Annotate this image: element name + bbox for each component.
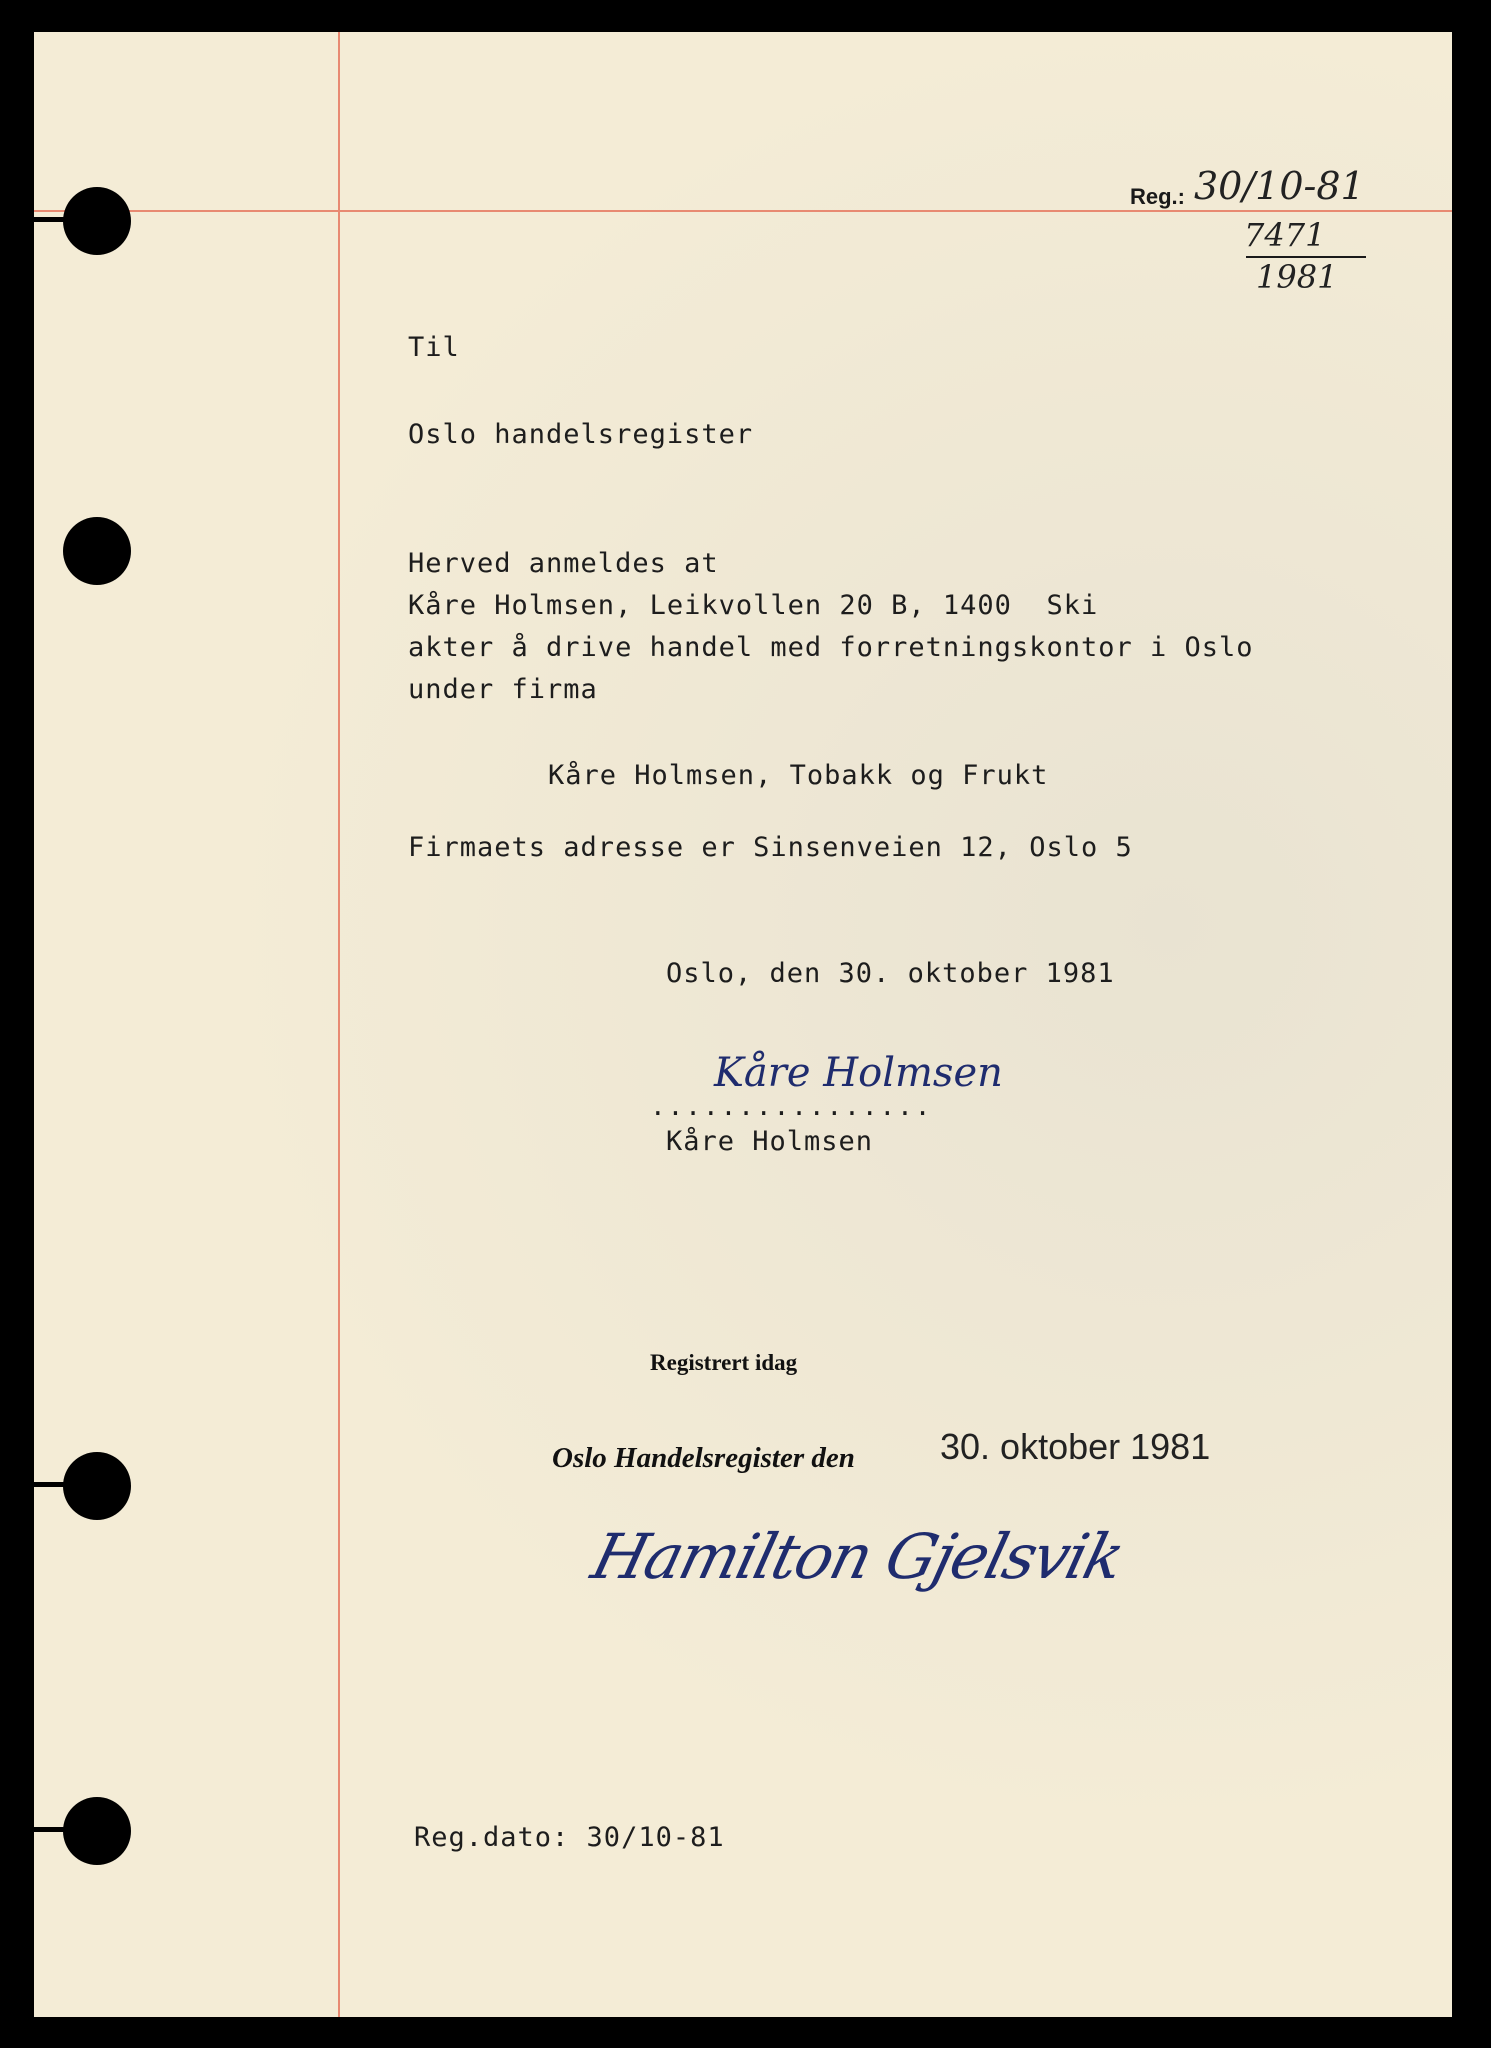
office-stamp: Oslo Handelsregister den — [552, 1442, 855, 1474]
applicant-signature: Kåre Holmsen — [714, 1050, 1003, 1096]
reg-dato: Reg.dato: 30/10-81 — [414, 1822, 725, 1853]
reg-year-handwritten: 1981 — [1256, 258, 1338, 296]
recipient: Oslo handelsregister — [408, 419, 754, 450]
firm-address: Firmaets adresse er Sinsenveien 12, Oslo 5 — [408, 832, 1133, 863]
salutation: Til — [408, 332, 460, 363]
reg-date-handwritten: 30/10-81 — [1194, 164, 1365, 208]
punch-hole — [63, 517, 131, 585]
body-line: Herved anmeldes at — [408, 548, 719, 579]
reg-label: Reg.: — [1130, 184, 1185, 209]
stamp-date-handwritten: 30. oktober 1981 — [940, 1426, 1211, 1467]
signer-name: Kåre Holmsen — [666, 1126, 874, 1157]
body-line: akter å drive handel med forretningskontor i Oslo — [408, 632, 1254, 663]
punch-hole-tab — [34, 1482, 74, 1487]
punch-hole-tab — [34, 1827, 74, 1832]
reg-number-handwritten: 7471 — [1244, 216, 1326, 254]
body-line: Kåre Holmsen, Leikvollen 20 B, 1400 Ski — [408, 590, 1099, 621]
official-signature: Hamilton Gjelsvik — [584, 1520, 1130, 1593]
registered-stamp: Registrert idag — [650, 1350, 798, 1375]
firm-name: Kåre Holmsen, Tobakk og Frukt — [548, 760, 1049, 791]
place-date: Oslo, den 30. oktober 1981 — [666, 958, 1115, 989]
punch-hole-tab — [34, 217, 74, 222]
document-page — [34, 32, 1452, 2017]
signature-dots: ................ — [650, 1092, 933, 1122]
body-line: under firma — [408, 674, 598, 705]
margin-line-vertical — [338, 32, 340, 2017]
margin-line-horizontal — [34, 210, 1452, 212]
